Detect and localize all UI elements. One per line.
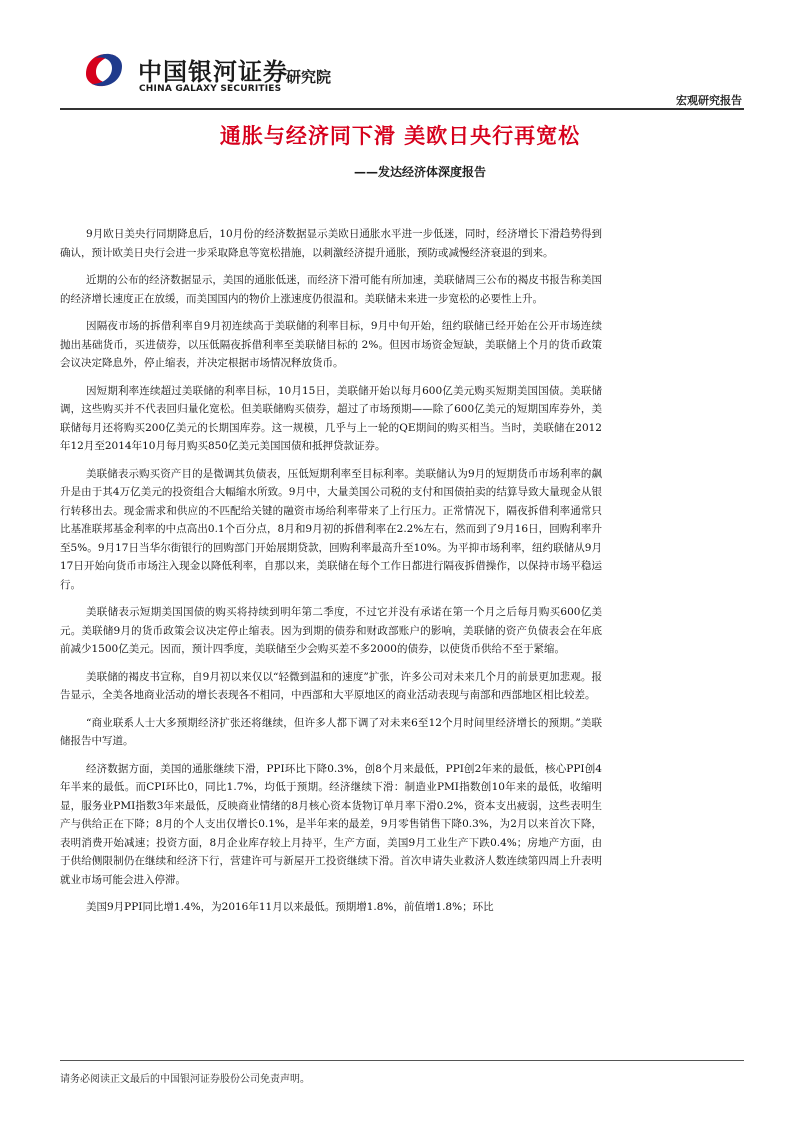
paragraph: 近期的公布的经济数据显示，美国的通胀低迷，而经济下滑可能有所加速，美联储周三公布的褐皮书报告称美国的经济增长速度正在放缓，而美国国内的物价上涨速度仍很温和。美联储未来进一步宽松的必要性上升。	[60, 274, 602, 305]
paragraph: “商业联系人士大多预期经济扩张还将继续，但许多人都下调了对未来6至12个月时间里经济增长的预期。”美联储报告中写道。	[60, 716, 602, 747]
galaxy-logo-icon	[78, 44, 130, 96]
footer-divider	[60, 1060, 744, 1061]
paragraph: 美联储表示购买资产目的是微调其负债表，压低短期利率至目标利率。美联储认为9月的短期货币市场利率的飙升是由于其4万亿美元的投资组合大幅缩水所致。9月中，大量美国公司税的支付和国债拍卖的结算导致大量现金从银行转移出去。现金需求和供应的不匹配给关键的融资市场给利率带来了上行压力。正常情况下，隔夜拆借利率通常只比基准联邦基金利率的中点高出0.1个百分点，8月和9月初的拆借利率在2.2%左右，然而到了9月16日，回购利率升至5%。9月17日当华尔街银行的回购部门开始展期贷款，回购利率最高升至10%。为平抑市场利率，纽约联储从9月17日开始向货币市场注入现金以降低利率，自那以来，美联储在每个工作日都进行隔夜拆借操作，以保持市场平稳运行。	[60, 467, 602, 591]
report-title: 通胀与经济同下滑 美欧日央行再宽松	[219, 124, 581, 148]
paragraph: 美国9月PPI同比增1.4%，为2016年11月以来最低。预期增1.8%，前值增1.8%；环比	[86, 901, 494, 913]
paragraph: 美联储表示短期美国国债的购买将持续到明年第二季度，不过它并没有承诺在第一个月之后每月购买600亿美元。美联储9月的货币政策会议决定停止缩表。因为到期的债券和财政部账户的影响，美联储的资产负债表会在年底前减少1500亿美元。因而，预计四季度，美联储至少会购买差不多2000的债券，以使货币供给不至于紧缩。	[60, 606, 602, 655]
logo-chinese-name: 中国银河证券	[138, 58, 288, 86]
paragraph: 美联储的褐皮书宣称，自9月初以来仅以“轻微到温和的速度”扩张，许多公司对未来几个月的前景更加悲观。报告显示，全美各地商业活动的增长表现各不相同，中西部和大平原地区的商业活动表现与南部和西部地区相比较差。	[60, 670, 602, 701]
paragraph: 因隔夜市场的拆借利率自9月初连续高于美联储的利率目标，9月中旬开始，纽约联储已经开始在公开市场连续抛出基础货币，买进债券，以压低隔夜拆借利率至美联储目标的 2%。但因市场资金短缺，美联储上个月的货币政策会议决定降息外，停止缩表，并决定根据市场情况释放货币。	[60, 320, 602, 369]
report-header	[0, 0, 800, 110]
logo-english-name: CHINA GALAXY SECURITIES	[139, 84, 282, 94]
report-body	[60, 225, 602, 926]
report-type-label: 宏观研究报告	[676, 94, 742, 107]
institute-label: 研究院	[286, 68, 332, 86]
paragraph: 9月欧日美央行同期降息后，10月份的经济数据显示美欧日通胀水平进一步低迷，同时，经济增长下滑趋势得到确认，预计欧美日央行会进一步采取降息等宽松措施，以刺激经济提升通胀，预防或减慢经济衰退的到来。	[60, 228, 602, 259]
header-divider	[60, 108, 744, 110]
paragraph: 因短期利率连续超过美联储的利率目标，10月15日，美联储开始以每月600亿美元购买短期美国国债。美联储调，这些购买并不代表回归量化宽松。但美联储购买债券，超过了市场预期——除了600亿美元的短期国库券外，美联储每月还将购买200亿美元的长期国库券。这一规模，几乎与上一轮的QE期间的购买相当。当时，美联储在2012年12月至2014年10月每月购买850亿美元美国国债和抵押贷款证券。	[60, 384, 602, 452]
disclaimer-note: 请务必阅读正文最后的中国银河证券股份公司免责声明。	[60, 1074, 310, 1085]
report-subtitle: ——发达经济体深度报告	[353, 165, 486, 179]
paragraph: 经济数据方面，美国的通胀继续下滑，PPI环比下降0.3%，创8个月来最低，PPI创2年来的最低，核心PPI创4年半来的最低。而CPI环比0，同比1.7%，均低于预期。经济继续下滑：制造业PMI指数创10年来的最低，收缩明显，服务业PMI指数3年来最低，反映商业情绪的8月核心资本货物订单月率下滑0.2%，资本支出疲弱，这些表明生产与供给正在下降；8月的个人支出仅增长0.1%，是半年来的最差，9月零售销售下降0.3%，为2月以来首次下降，表明消费开始减速；投资方面，8月企业库存较上月持平，生产方面，美国9月工业生产下跌0.4%；房地产方面，由于供给侧限制仍在继续和经济下行，营建许可与新屋开工投资继续下滑。首次申请失业救济人数连续第四周上升表明就业市场可能会进入停滞。	[60, 762, 602, 886]
